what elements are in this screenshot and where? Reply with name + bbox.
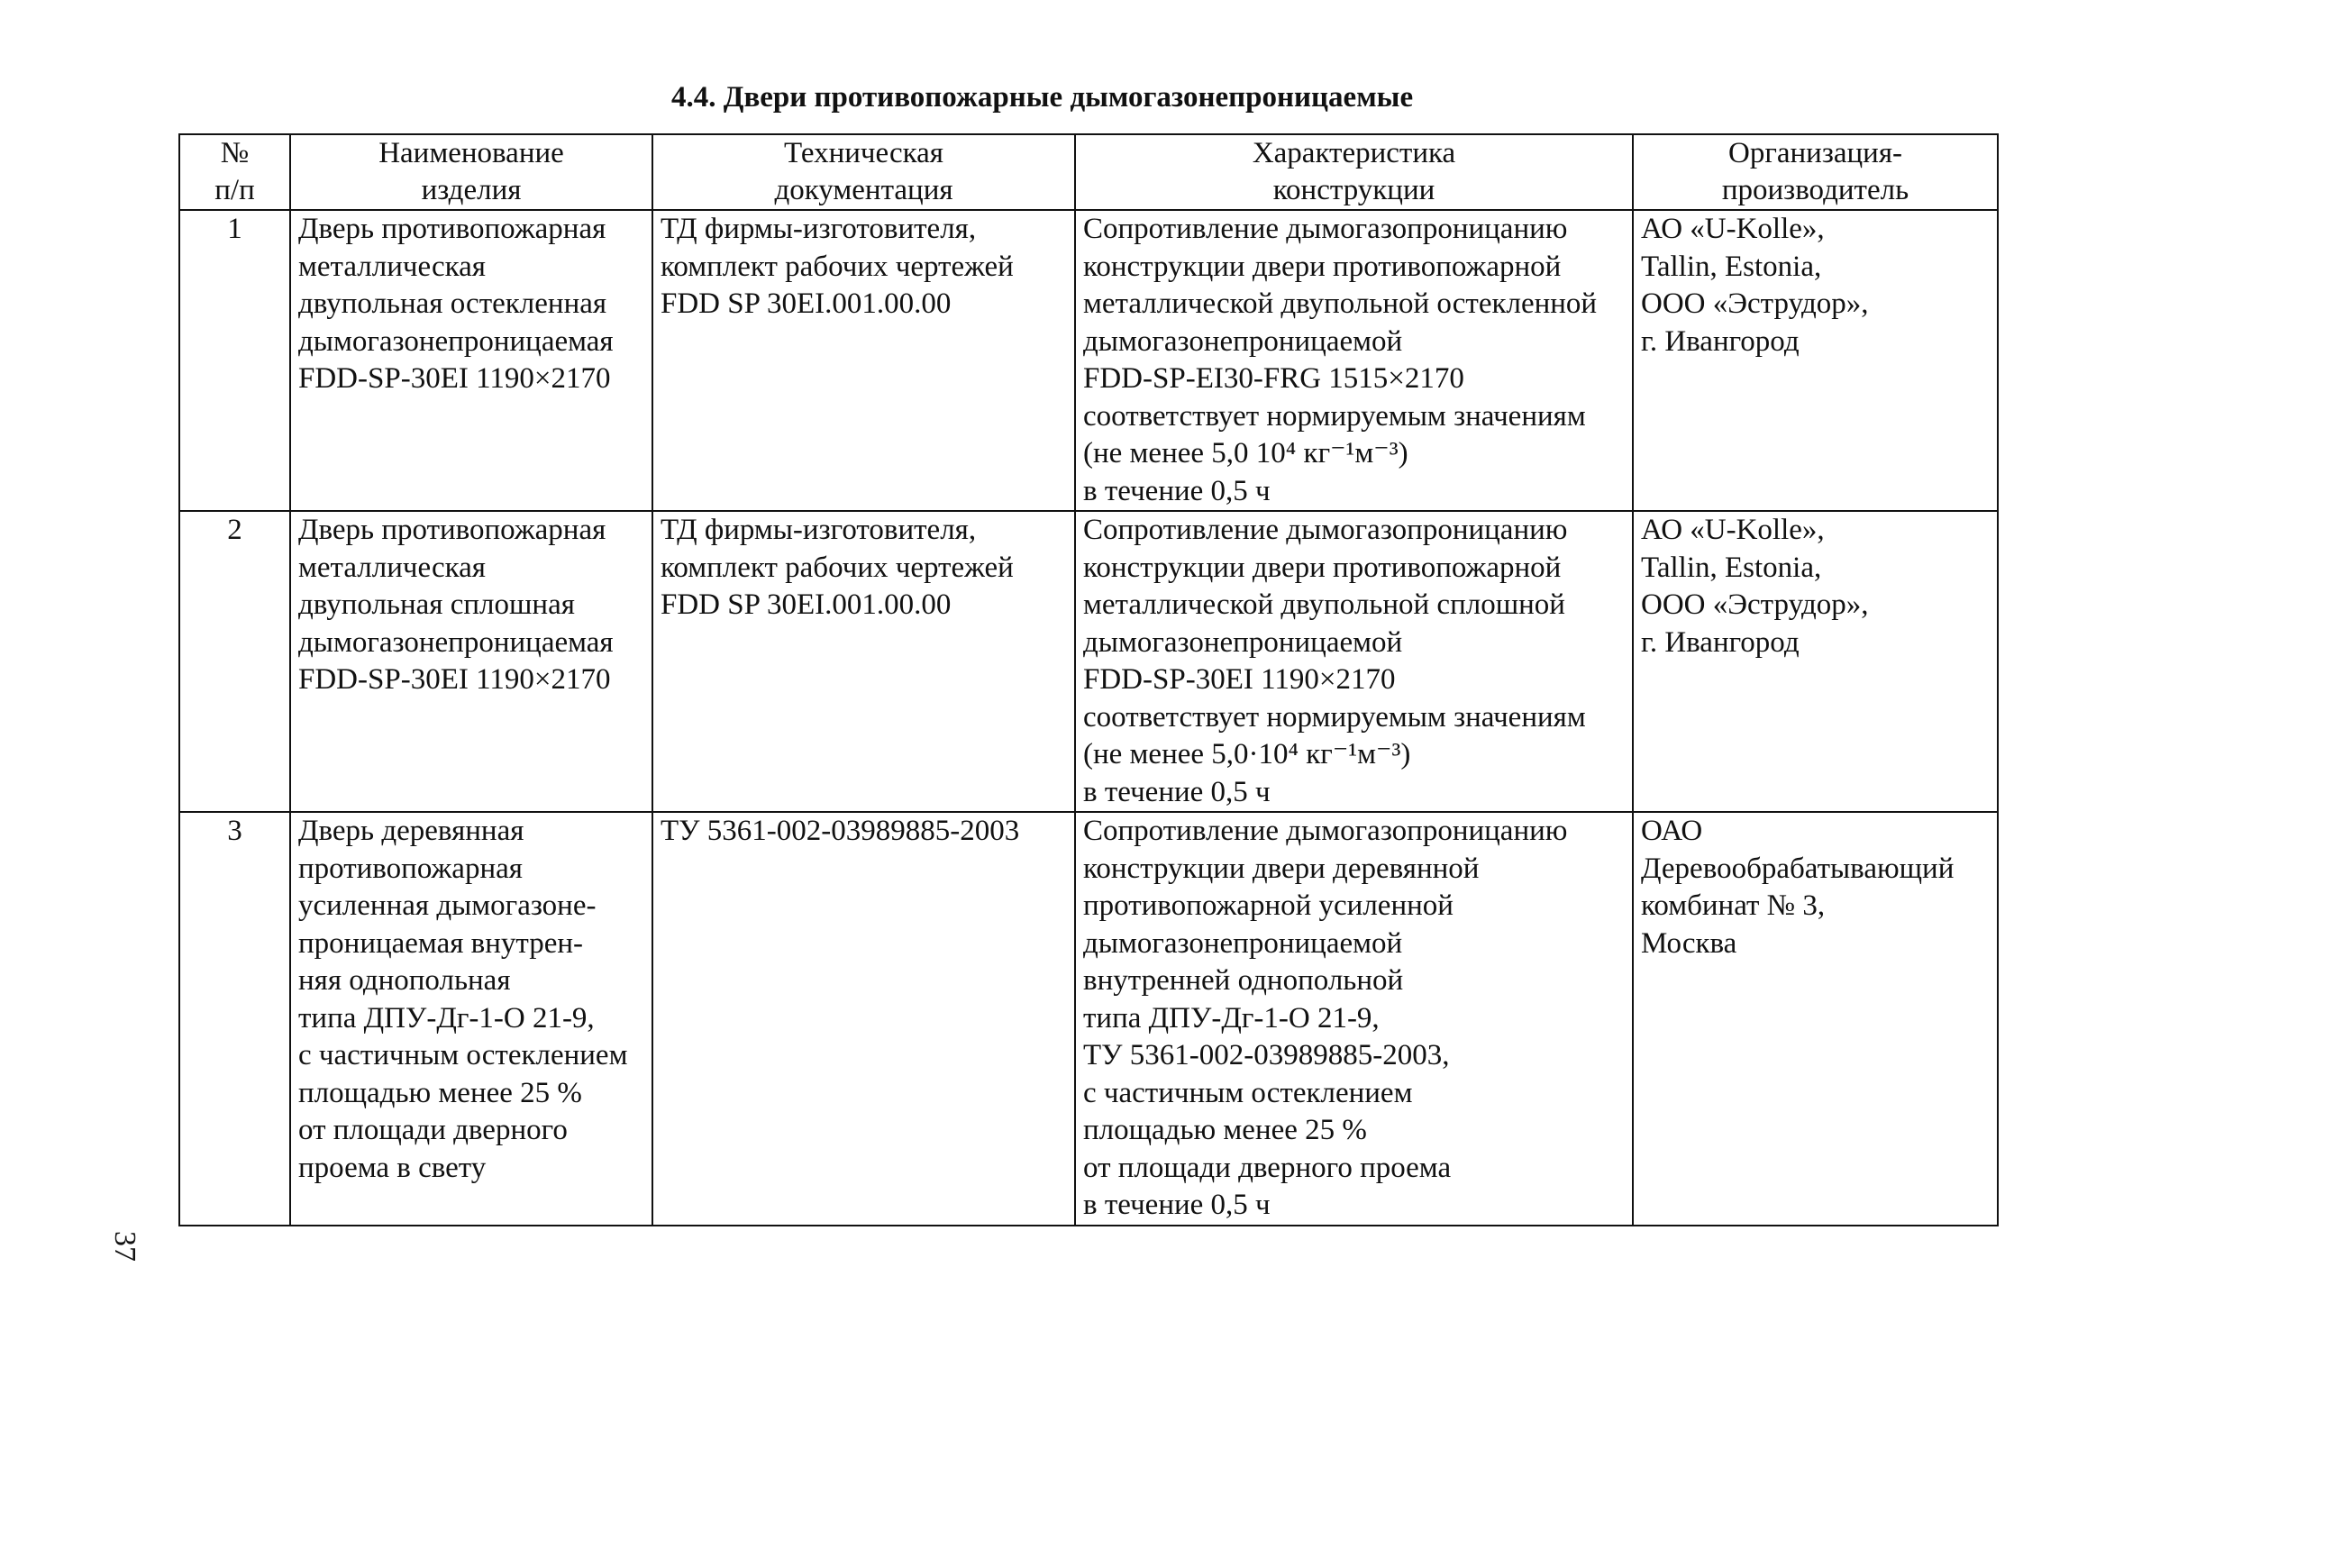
- cell-char: Сопротивление дымогазопроницанию конструкции двери противопожарной металлической двупольной остекленной дымогазонепроницаемой FDD-SP-EI30-FRG 1515×2170 соответствует нормируемым значениям (не менее 5,0 10⁴ кг⁻¹м⁻³) в течение 0,5 ч: [1075, 210, 1633, 511]
- table-row: [179, 210, 1998, 511]
- header-num: № п/п: [179, 134, 290, 210]
- cell-name: Дверь противопожарная металлическая двупольная остекленная дымогазонепроницаемая FDD-SP-30EI 1190×2170: [290, 210, 652, 511]
- cell-num: 3: [179, 812, 290, 1226]
- cell-char: Сопротивление дымогазопроницанию конструкции двери противопожарной металлической двупольной сплошной дымогазонепроницаемой FDD-SP-30EI 1190×2170 соответствует нормируемым значениям (не менее 5,0·10⁴ кг⁻¹м⁻³) в течение 0,5 ч: [1075, 511, 1633, 812]
- section-title: 4.4. Двери противопожарные дымогазонепроницаемые: [671, 81, 1414, 114]
- table-header-row: [179, 134, 1998, 210]
- cell-name: Дверь противопожарная металлическая двупольная сплошная дымогазонепроницаемая FDD-SP-30EI 1190×2170: [290, 511, 652, 812]
- cell-num: 2: [179, 511, 290, 812]
- header-char: Характеристика конструкции: [1075, 134, 1633, 210]
- products-table: [178, 133, 1999, 1226]
- cell-doc: ТУ 5361-002-03989885-2003: [652, 812, 1075, 1226]
- header-org: Организация- производитель: [1633, 134, 1998, 210]
- header-doc: Техническая документация: [652, 134, 1075, 210]
- cell-doc: ТД фирмы-изготовителя, комплект рабочих чертежей FDD SP 30EI.001.00.00: [652, 511, 1075, 812]
- cell-name: Дверь деревянная противопожарная усиленная дымогазоне- проницаемая внутрен- няя однопольная типа ДПУ-Дг-1-О 21-9, с частичным остеклением площадью менее 25 % от площади дверного проема в свету: [290, 812, 652, 1226]
- cell-org: АО «U-Kolle», Tallin, Estonia, ООО «Эструдор», г. Ивангород: [1633, 511, 1998, 812]
- header-name: Наименование изделия: [290, 134, 652, 210]
- cell-org: ОАО Деревообрабатывающий комбинат № 3, Москва: [1633, 812, 1998, 1226]
- cell-num: 1: [179, 210, 290, 511]
- table-row: [179, 511, 1998, 812]
- page-number: 37: [108, 1231, 141, 1262]
- cell-char: Сопротивление дымогазопроницанию конструкции двери деревянной противопожарной усиленной дымогазонепроницаемой внутренней однопольной типа ДПУ-Дг-1-О 21-9, ТУ 5361-002-03989885-2003, с частичным остеклением площадью менее 25 % от площади дверного проема в течение 0,5 ч: [1075, 812, 1633, 1226]
- cell-org: АО «U-Kolle», Tallin, Estonia, ООО «Эструдор», г. Ивангород: [1633, 210, 1998, 511]
- cell-doc: ТД фирмы-изготовителя, комплект рабочих чертежей FDD SP 30EI.001.00.00: [652, 210, 1075, 511]
- table-row: [179, 812, 1998, 1226]
